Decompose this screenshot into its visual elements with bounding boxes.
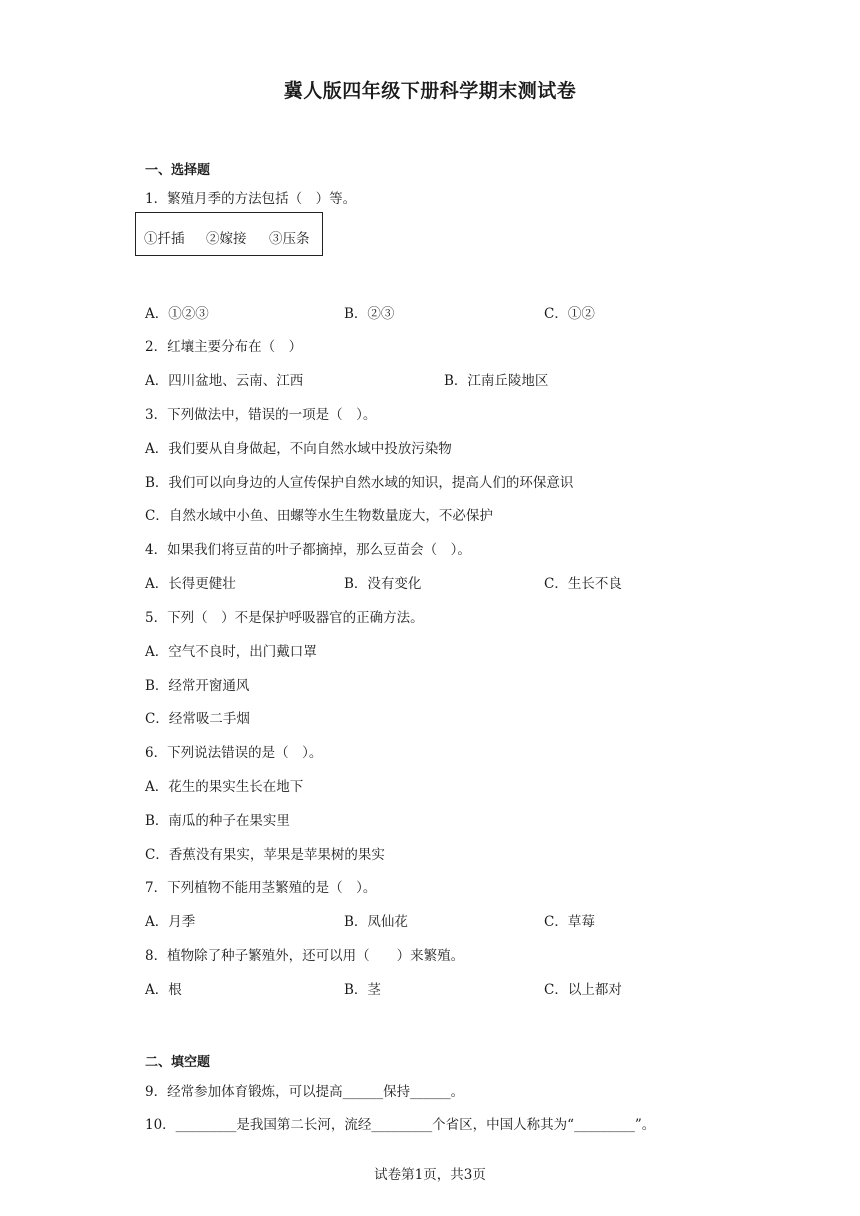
question-4: 4．如果我们将豆苗的叶子都摘掉，那么豆苗会（ ）。 (145, 542, 471, 558)
q6-option-b: B．南瓜的种子在果实里 (145, 813, 290, 829)
q5-option-a: A．空气不良时，出门戴口罩 (145, 644, 317, 660)
q8-option-a: A．根 (145, 982, 182, 998)
q4-option-b: B．没有变化 (344, 576, 422, 592)
q4-option-a: A．长得更健壮 (145, 576, 236, 592)
page-title: 冀人版四年级下册科学期末测试卷 (283, 80, 577, 102)
q5-option-c: C．经常吸二手烟 (145, 711, 250, 727)
q4-option-c: C．生长不良 (544, 576, 622, 592)
section-heading-choice: 一、选择题 (145, 163, 211, 178)
question-1: 1．繁殖月季的方法包括（ ）等。 (145, 191, 357, 207)
question-5: 5．下列（ ）不是保护呼吸器官的正确方法。 (145, 610, 424, 626)
question-8: 8．植物除了种子繁殖外，还可以用（ ）来繁殖。 (145, 948, 465, 964)
q5-option-b: B．经常开窗通风 (145, 678, 250, 694)
question-6: 6．下列说法错误的是（ ）。 (145, 745, 323, 761)
q7-option-b: B．凤仙花 (344, 914, 408, 930)
q1-option-a: A．①②③ (145, 306, 209, 322)
q7-option-c: C．草莓 (544, 914, 595, 930)
box-item-1: ①扦插 (144, 231, 185, 247)
question-7: 7．下列植物不能用茎繁殖的是（ ）。 (145, 880, 377, 896)
q6-option-c: C．香蕉没有果实，苹果是苹果树的果实 (145, 847, 385, 863)
q1-option-b: B．②③ (344, 306, 395, 322)
q8-option-b: B．茎 (344, 982, 381, 998)
q2-option-b: B．江南丘陵地区 (444, 373, 549, 389)
q1-option-c: C．①② (544, 306, 595, 322)
q2-option-a: A．四川盆地、云南、江西 (145, 373, 304, 389)
q6-option-a: A．花生的果实生长在地下 (145, 779, 304, 795)
section-heading-fill: 二、填空题 (145, 1055, 211, 1070)
page-footer: 试卷第1页，共3页 (374, 1167, 486, 1183)
question-9: 9．经常参加体育锻炼，可以提高______保持______。 (145, 1084, 465, 1100)
box-item-3: ③压条 (269, 231, 310, 247)
question-10: 10．_________是我国第二长河，流经_________个省区，中国人称其为“_________”。 (145, 1117, 656, 1133)
q3-option-a: A．我们要从自身做起，不向自然水域中投放污染物 (145, 441, 452, 457)
question-2: 2．红壤主要分布在（ ） (145, 339, 303, 355)
q3-option-c: C．自然水域中小鱼、田螺等水生生物数量庞大，不必保护 (145, 508, 493, 524)
q3-option-b: B．我们可以向身边的人宣传保护自然水域的知识，提高人们的环保意识 (145, 475, 574, 491)
q7-option-a: A．月季 (145, 914, 196, 930)
q8-option-c: C．以上都对 (544, 982, 622, 998)
box-item-2: ②嫁接 (206, 231, 247, 247)
question-1-box (135, 212, 323, 256)
question-3: 3．下列做法中，错误的一项是（ ）。 (145, 407, 377, 423)
